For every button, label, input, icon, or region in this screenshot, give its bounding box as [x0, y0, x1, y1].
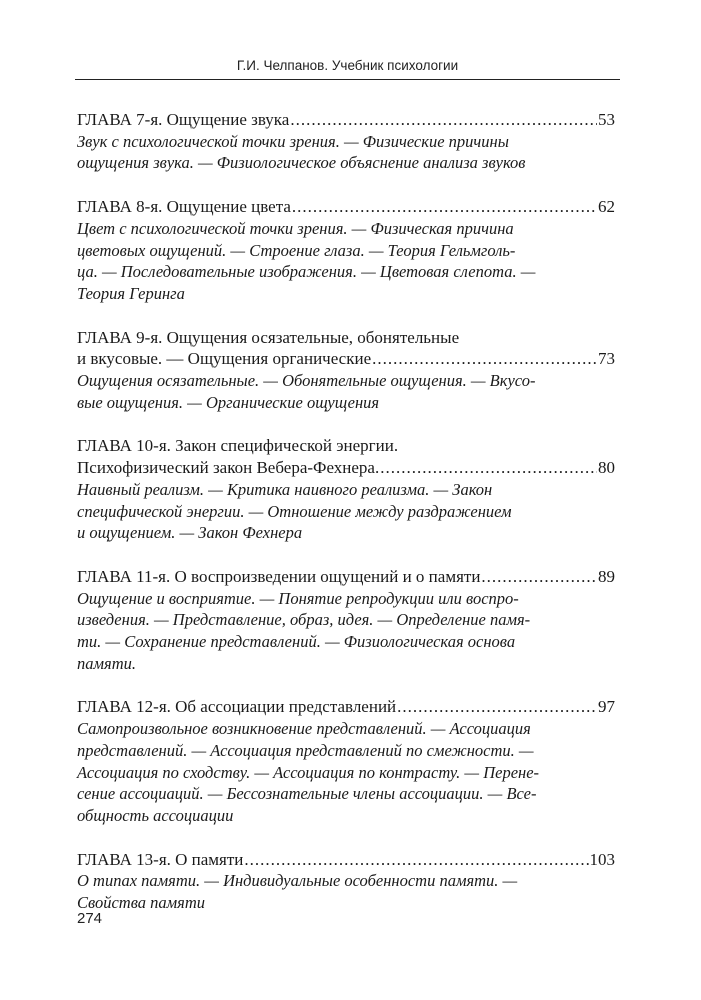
toc-page-number: 53	[598, 110, 615, 129]
dot-leader	[372, 348, 597, 370]
toc-title-line: ГЛАВА 9-я. Ощущения осязательные, обонятельные	[77, 327, 460, 347]
toc-entry-ch7	[77, 109, 615, 174]
dot-leader	[292, 196, 597, 218]
toc-description-line: памяти.	[77, 653, 136, 673]
toc-title-line: ГЛАВА 10-я. Закон специфической энергии.	[77, 436, 399, 456]
running-head: Г.И. Челпанов. Учебник психологии	[236, 58, 459, 73]
toc-description-line: ощущения звука. — Физиологическое объяснение анализа звуков	[77, 153, 526, 173]
dot-leader	[380, 457, 597, 479]
toc-description-line: изведения. — Представление, образ, идея. — Определение памя-	[77, 610, 531, 630]
toc-title-leader-line	[77, 566, 615, 588]
toc-description-line: цветовых ощущений. — Строение глаза. — Теория Гельмголь-	[77, 240, 516, 260]
toc-description-line: вые ощущения. — Органические ощущения	[77, 392, 380, 412]
toc-description-line: представлений. — Ассоциация представлений по смежности. —	[77, 740, 534, 760]
toc-title-leader-line	[77, 196, 615, 218]
dot-leader	[244, 849, 588, 871]
toc-title-leader-line	[77, 696, 615, 718]
toc-title	[77, 696, 615, 718]
toc-description-line: Цвет с психологической точки зрения. — Физическая причина	[77, 218, 514, 238]
dot-leader	[290, 109, 597, 131]
page-number: 274	[77, 910, 103, 927]
toc-title-leader-line	[77, 849, 615, 871]
toc-title-text: ГЛАВА 8-я. Ощущение цвета	[77, 197, 291, 217]
toc-title-text: ГЛАВА 12-я. Об ассоциации представлений	[77, 697, 397, 717]
toc-title	[77, 109, 615, 131]
toc-entry-ch13	[77, 849, 615, 914]
toc-title-leader-line	[77, 109, 615, 131]
toc-description-line: специфической энергии. — Отношение между раздражением	[77, 501, 512, 521]
toc-page-number: 80	[598, 458, 615, 478]
toc-entry-ch12	[77, 696, 615, 826]
toc-description-line: общность ассоциации	[77, 805, 234, 825]
toc-entry-ch8	[77, 196, 615, 305]
toc-entry-ch11	[77, 566, 615, 675]
toc-title-text: и вкусовые. — Ощущения органические	[77, 349, 372, 369]
toc-title	[77, 457, 615, 479]
toc-description-line: Наивный реализм. — Критика наивного реализма. — Закон	[77, 479, 493, 499]
toc-title	[77, 348, 615, 370]
toc-title-leader-line	[77, 348, 615, 370]
table-of-contents	[77, 109, 615, 936]
toc-description-line: Звук с психологической точки зрения. — Физические причины	[77, 131, 509, 151]
toc-title-text: ГЛАВА 7-я. Ощущение звука	[77, 110, 290, 129]
toc-description-line: Самопроизвольное возникновение представлений. — Ассоциация	[77, 719, 531, 739]
toc-page-number: 103	[589, 849, 615, 869]
toc-page-number: 62	[598, 197, 615, 217]
toc-entry-ch9	[77, 327, 615, 414]
toc-description-line: Ощущения осязательные. — Обонятельные ощущения. — Вкусо-	[77, 371, 536, 391]
toc-description-line: Свойства памяти	[77, 893, 205, 913]
toc-description-line: сение ассоциаций. — Бессознательные члены ассоциации. — Все-	[77, 784, 537, 804]
toc-page-number: 97	[598, 697, 615, 717]
toc-title-text: ГЛАВА 11-я. О воспроизведении ощущений и о памяти	[77, 566, 481, 586]
toc-page-number: 89	[598, 566, 615, 586]
toc-description-line: Теория Геринга	[77, 283, 185, 303]
toc-entry-ch10	[77, 435, 615, 544]
toc-description-line: ти. — Сохранение представлений. — Физиологическая основа	[77, 632, 516, 652]
toc-title	[77, 566, 615, 588]
toc-description-line: О типах памяти. — Индивидуальные особенности памяти. —	[77, 871, 518, 891]
toc-description-line: и ощущением. — Закон Фехнера	[77, 523, 303, 543]
toc-description-line: Ассоциация по сходству. — Ассоциация по контрасту. — Перене-	[77, 762, 540, 782]
toc-title	[77, 196, 615, 218]
toc-description-line: ца. — Последовательные изображения. — Цветовая слепота. —	[77, 262, 536, 282]
dot-leader	[397, 696, 597, 718]
dot-leader	[481, 566, 597, 588]
header-rule	[75, 79, 620, 80]
toc-description-line: Ощущение и восприятие. — Понятие репродукции или воспро-	[77, 588, 519, 608]
toc-title-text: Психофизический закон Вебера-Фехнера.	[77, 458, 380, 478]
toc-title-text: ГЛАВА 13-я. О памяти	[77, 849, 244, 869]
toc-page-number: 73	[598, 349, 615, 369]
toc-title	[77, 849, 615, 871]
toc-title-leader-line	[77, 457, 615, 479]
